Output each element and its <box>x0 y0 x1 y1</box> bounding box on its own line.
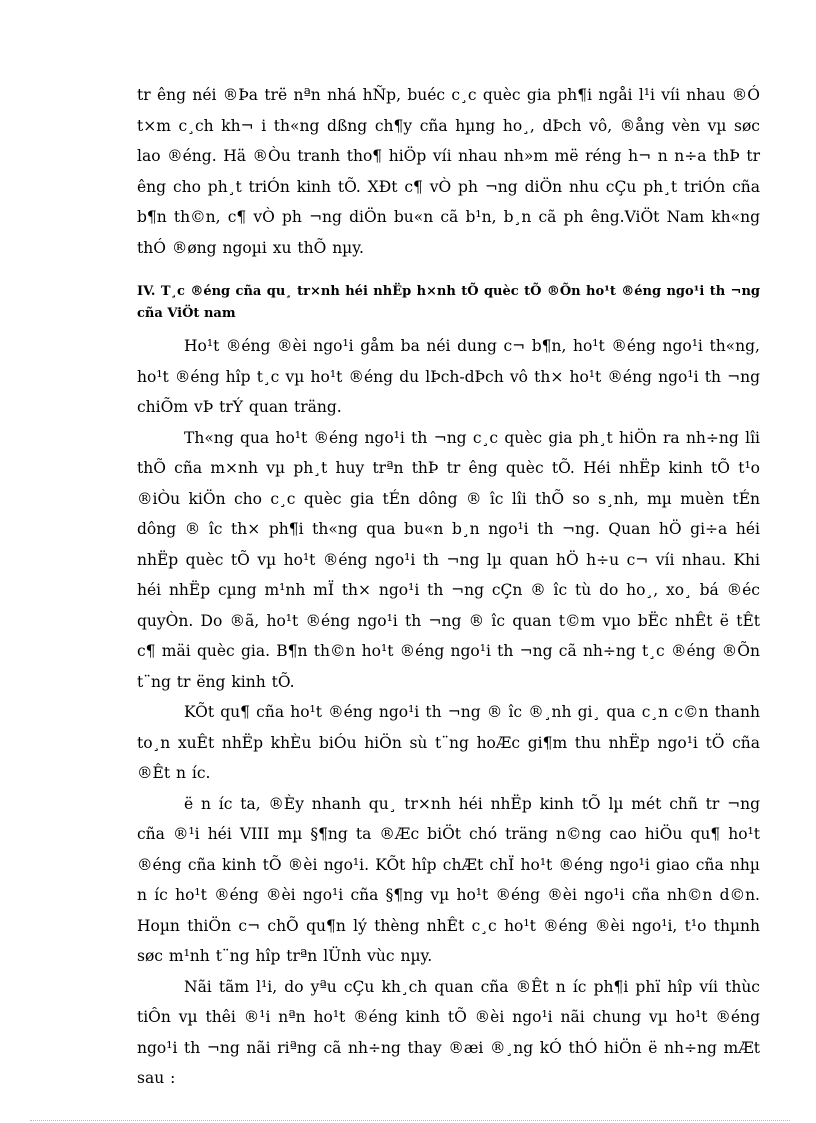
document-body <box>137 80 760 1094</box>
paragraph-intro-continued: tr êng néi ®Þa trë nªn nhá hÑp, buéc c¸c quèc gia ph¶i ngåi l¹i víi nhau ®Ó t×m c¸ch kh¬ i th«ng dßng ch¶y cña hµng ho¸, dÞch vô, ®ång vèn vµ søc lao ®éng. Hä ®Òu tranh tho¶ hiÖp víi nhau nh»m më réng h¬ n n÷a thÞ tr êng cho ph¸t triÓn kinh tÕ. XÐt c¶ vÒ ph ¬ng diÖn nhu cÇu ph¸t triÓn cña b¶n th©n, c¶ vÒ ph ¬ng diÖn bu«n cã b¹n, b¸n cã ph êng.ViÖt Nam kh«ng thÓ ®øng ngoµi xu thÕ nµy. <box>137 86 760 257</box>
paragraph-4: ë n íc ta, ®Èy nhanh qu¸ tr×nh héi nhËp kinh tÕ lµ mét chñ tr ¬ng cña ®¹i héi VIII mµ §¶ng ta ®Æc biÖt chó träng n©ng cao hiÖu qu¶ ho¹t ®éng cña kinh tÕ ®èi ngo¹i. KÕt hîp chÆt chÏ ho¹t ®éng ngo¹i giao cña nhµ n íc ho¹t ®éng ®èi ngo¹i cña §¶ng vµ ho¹t ®éng ®èi ngo¹i cña nh©n d©n. Hoµn thiÖn c¬ chÕ qu¶n lý thèng nhÊt c¸c ho¹t ®éng ®èi ngo¹i, t¹o thµnh søc m¹nh t¨ng hîp trªn lÜnh vùc nµy. <box>137 794 760 965</box>
paragraph-3: KÕt qu¶ cña ho¹t ®éng ngo¹i th ¬ng ® îc ®¸nh gi¸ qua c¸n c©n thanh to¸n xuÊt nhËp khÈu biÓu hiÖn sù t¨ng hoÆc gi¶m thu nhËp ngo¹i tÖ cña ®Êt n íc. <box>137 703 760 782</box>
paragraph-1: Ho¹t ®éng ®èi ngo¹i gåm ba néi dung c¬ b¶n, ho¹t ®éng ngo¹i th«ng, ho¹t ®éng hîp t¸c vµ ho¹t ®éng du lÞch-dÞch vô th× ho¹t ®éng ngo¹i th ¬ng chiÕm vÞ trÝ quan träng. <box>137 337 760 416</box>
paragraph-5: Nãi tãm l¹i, do yªu cÇu kh¸ch quan cña ®Êt n íc ph¶i phï hîp víi thùc tiÔn vµ thêi ®¹i nªn ho¹t ®éng kinh tÕ ®èi ngo¹i nãi chung vµ ho¹t ®éng ngo¹i th ¬ng nãi riªng cã nh÷ng thay ®æi ®¸ng kÓ thÓ hiÖn ë nh÷ng mÆt sau : <box>137 977 760 1087</box>
section-heading: IV. T¸c ®éng cña qu¸ tr×nh héi nhËp h×nh tÕ quèc tÕ ®Õn ho¹t ®éng ngo¹i th ¬ng cña ViÖt nam <box>137 284 760 321</box>
page-bottom-divider <box>30 1120 790 1121</box>
paragraph-2: Th«ng qua ho¹t ®éng ngo¹i th ¬ng c¸c quèc gia ph¸t hiÖn ra nh÷ng lîi thÕ cña m×nh vµ ph¸t huy trªn thÞ tr êng quèc tÕ. Héi nhËp kinh tÕ t¹o ®iÒu kiÖn cho c¸c quèc gia tÉn dông ® îc lîi thÕ so s¸nh, mµ muèn tÉn dông ® îc th× ph¶i th«ng qua bu«n b¸n ngo¹i th ¬ng. Quan hÖ gi÷a héi nhËp quèc tÕ vµ ho¹t ®éng ngo¹i th ¬ng lµ quan hÖ h÷u c¬ víi nhau. Khi héi nhËp cµng m¹nh mÏ th× ngo¹i th ¬ng cÇn ® îc tù do ho¸, xo¸ bá ®éc quyÒn. Do ®ã, ho¹t ®éng ngo¹i th ¬ng ® îc quan t©m vµo bËc nhÊt ë tÊt c¶ mäi quèc gia. B¶n th©n ho¹t ®éng ngo¹i th ¬ng cã nh÷ng t¸c ®éng ®Õn t¨ng tr ëng kinh tÕ. <box>137 428 760 691</box>
